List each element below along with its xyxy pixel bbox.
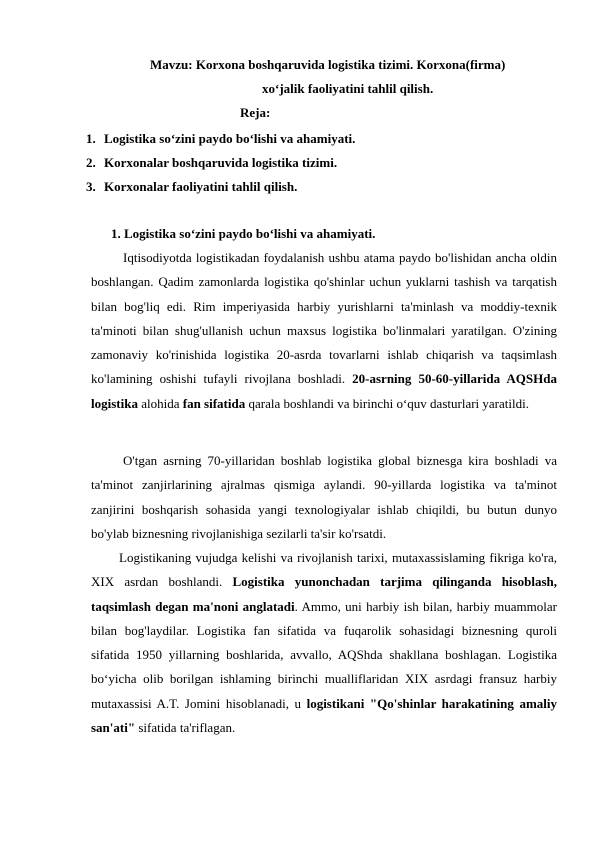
paragraph-text: sifatida ta'riflagan. [135,720,236,736]
paragraph-global-business [91,449,557,546]
paragraph-history [91,246,557,416]
plan-item-number: 2. [86,155,96,170]
bold-phrase: logistikani "Qo'shinlar harakatining amaliy san'ati" [91,695,557,736]
paragraph-text: Iqtisodiyotda logistikadan foydalanish ushbu atama paydo bo'lishidan ancha oldin boshlangan. Qadim zamonlarda logistika qo'shinlar uchun yuklarni tashish va tarqatish bilan bog'liq edi. Rim imperiyasida harbiy yurishlarni ta'minlash va moddiy-texnik ta'minoti bilan shug'ullanish uchun maxsus logistika bo'linmalari yaratilgan. O'zining zamonaviy ko'rinishida logistika 20-asrda tovarlarni ishlab chiqarish va taqsimlash ko'lamining oshishi tufayli rivojlana boshladi. [91,250,557,387]
paragraph-text: qarala boshlandi va birinchi o‘quv dasturlari yaratildi. [245,395,529,411]
plan-item-text: Logistika so‘zini paydo bo‘lishi va ahamiyati. [104,131,356,146]
plan-item [86,177,355,201]
topic-title-line2: xo‘jalik faoliyatini tahlil qilish. [262,81,434,96]
plan-list [86,129,355,201]
topic-title-line1: Mavzu: Korxona boshqaruvida logistika tizimi. Korxona(firma) [150,57,506,72]
bold-phrase: fan sifatida [182,395,246,411]
plan-item-number: 3. [86,179,96,194]
plan-label: Reja: [240,105,271,120]
plan-item [86,153,355,177]
paragraph-text: Logistikaning vujudga kelishi va rivojlanish tarixi, mutaxassislaming fikriga ko'ra, XIX asrdan boshlandi. [91,550,557,590]
paragraph-origin [91,546,557,740]
paragraph-text: . Ammo, uni harbiy ish bilan, harbiy muammolar bilan bog'laydilar. Logistika fan sifatida va fuqarolik sohasidagi biznesning quroli sifatida 1950 yillarning boshlarida, avvallo, AQShda shakllana boshlagan. Logistika bo‘yicha olib borilgan ishlaming birinchi mualliflaridan XIX asrdagi fransuz harbiy mutaxassisi A.T. Jomini hisoblanadi, u [91,598,557,711]
plan-item-number: 1. [86,131,96,146]
bold-phrase: 20-asrning 50-60-yillarida AQSHda logistika [91,371,557,411]
section-heading: 1. Logistika so‘zini paydo bo‘lishi va ahamiyati. [111,226,376,241]
plan-item-text: Korxonalar boshqaruvida logistika tizimi. [104,155,338,170]
bold-phrase: Logistika yunonchadan tarjima qilinganda hisoblash, taqsimlash degan ma'noni anglatadi [91,574,557,614]
plan-item-text: Korxonalar faoliyatini tahlil qilish. [104,179,298,194]
paragraph-text: O'tgan asrning 70-yillaridan boshlab logistika global biznesga kira boshladi va ta'minot zanjirlarining ajralmas qismiga aylandi. 90-yillarda logistika va ta'minot zanjirini boshqarish sohasida yangi texnologiyalar ishlab chiqildi, bu butun dunyo bo'ylab biznesning rivojlanishiga sezilarli ta'sir ko'rsatdi. [91,453,557,541]
plan-item [86,129,355,153]
paragraph-text: alohida [137,395,183,411]
